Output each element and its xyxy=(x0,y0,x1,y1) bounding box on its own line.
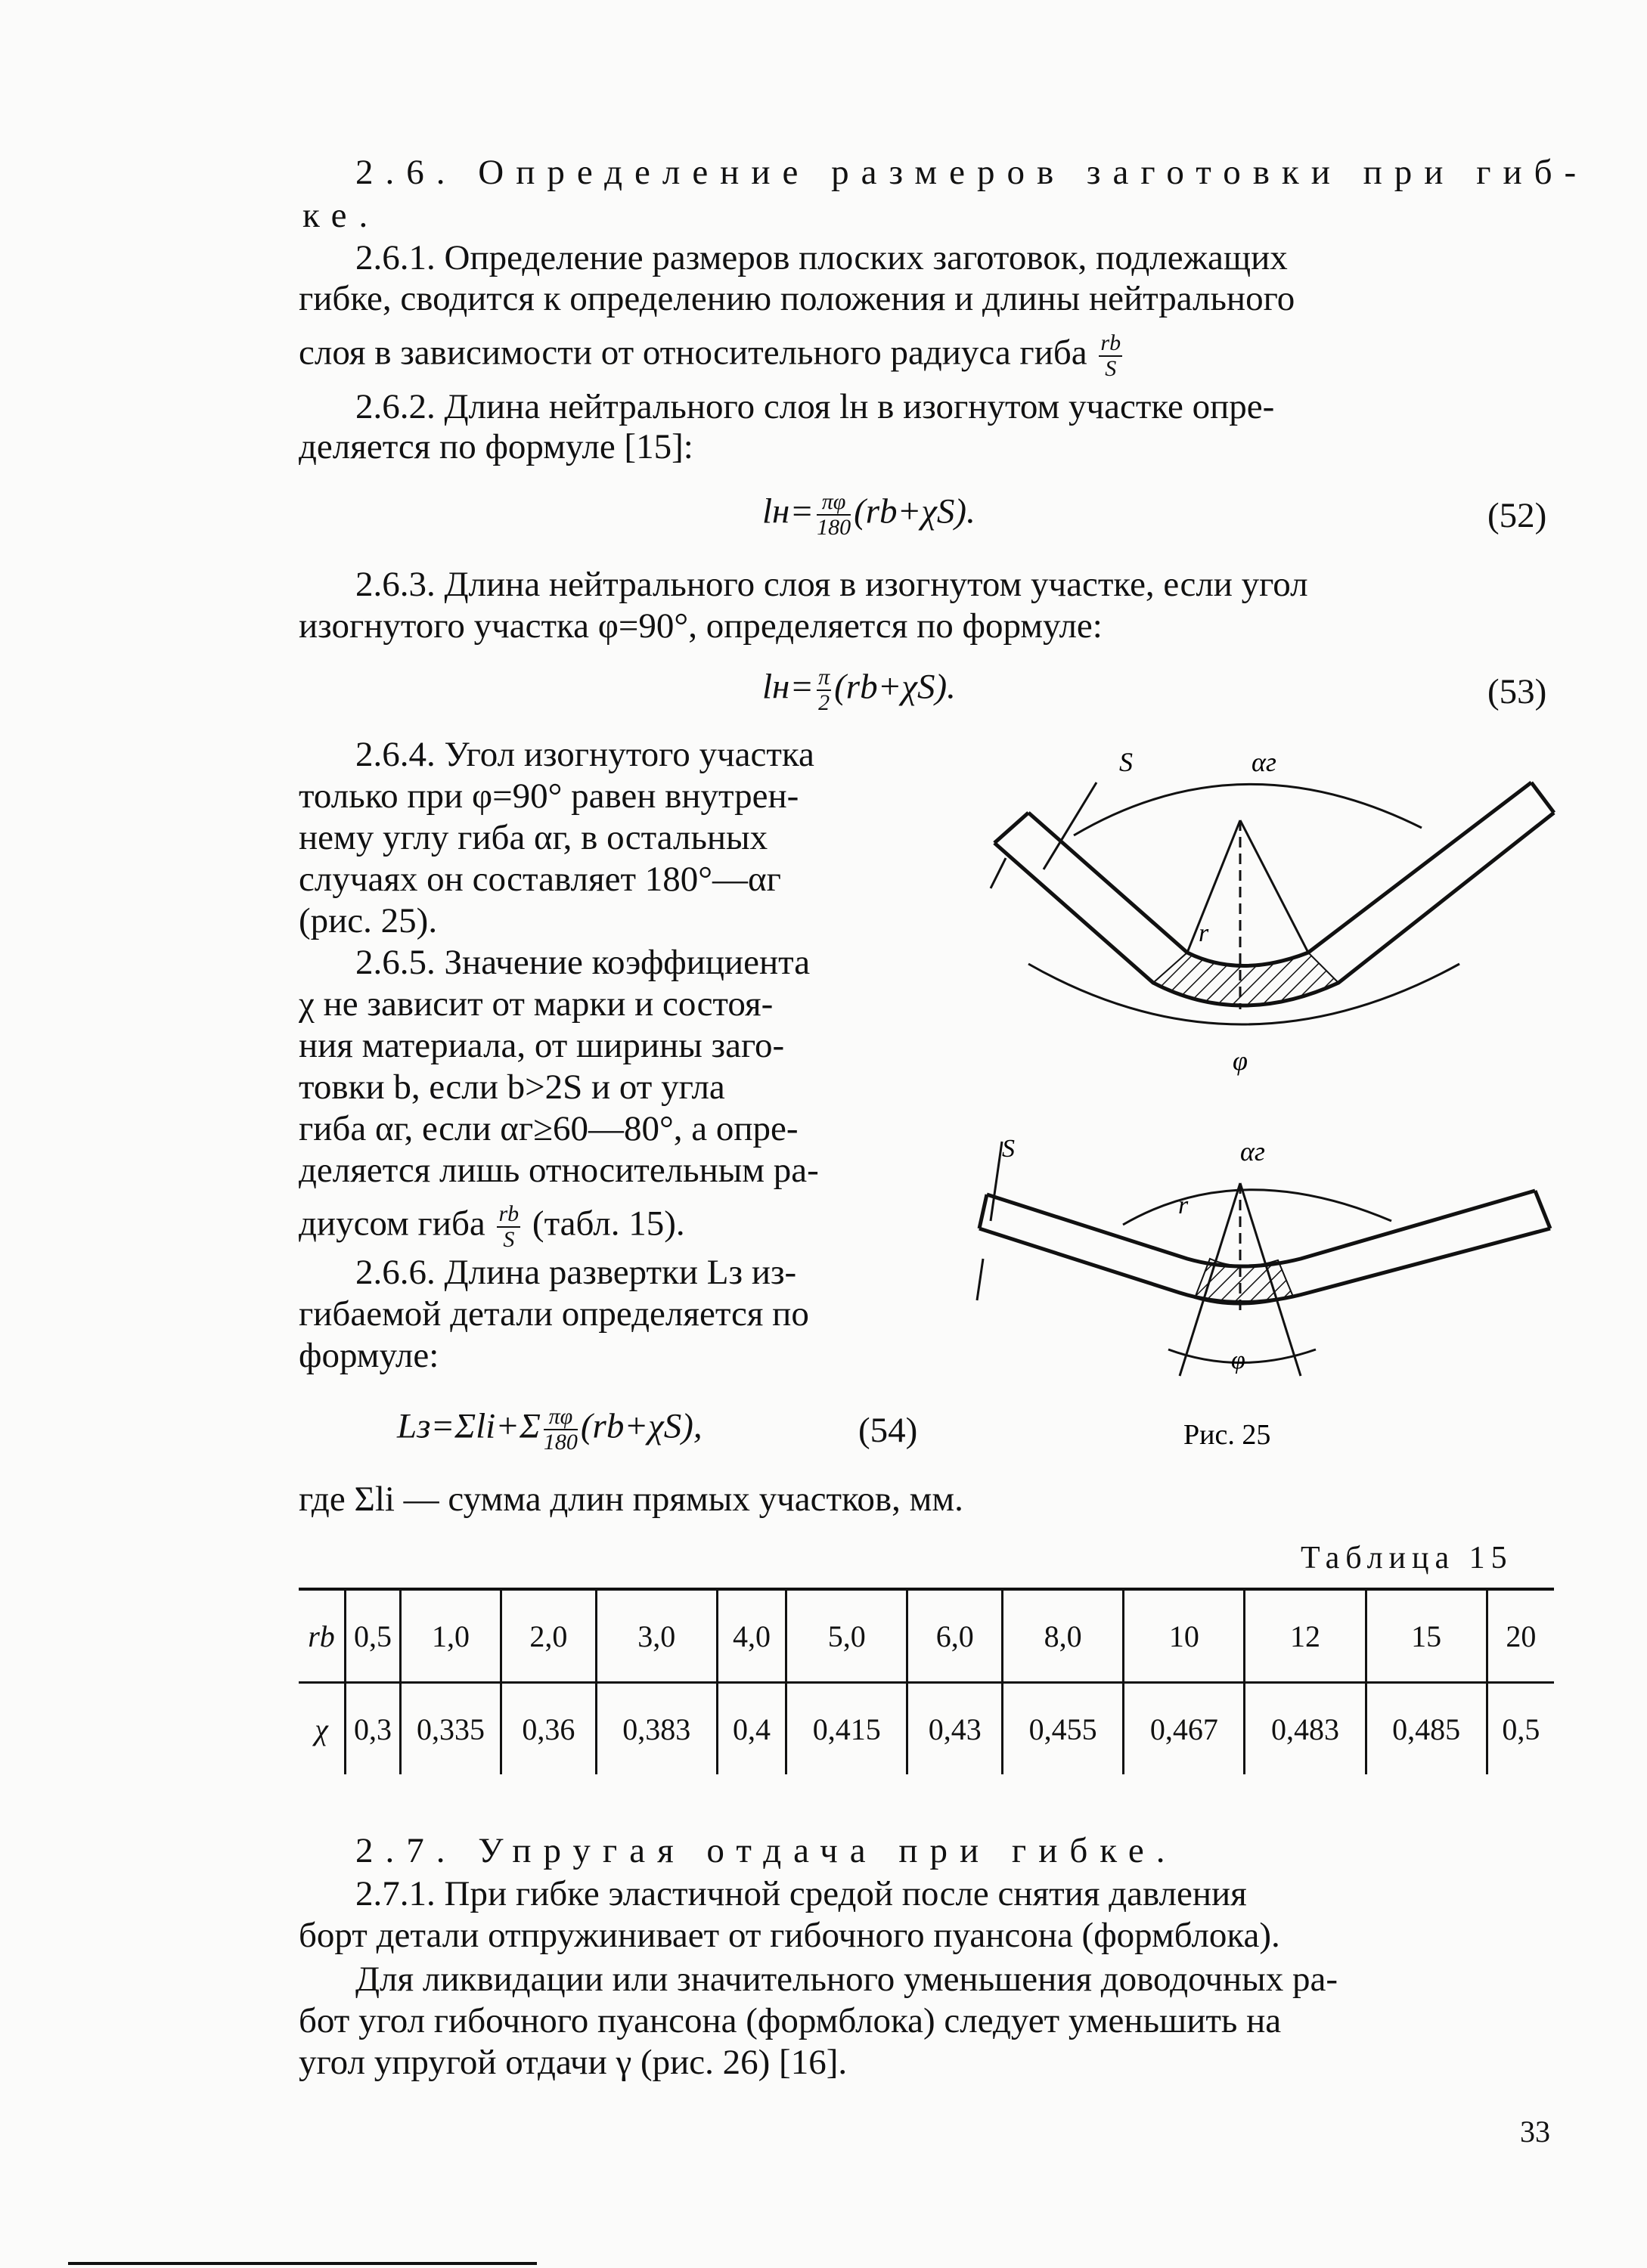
label-alpha-upper: αг xyxy=(1252,747,1276,777)
table-row-head: χ xyxy=(315,1712,328,1746)
equation-52-number: (52) xyxy=(1487,496,1547,535)
table-row-rb xyxy=(299,1589,1554,1683)
para-2-6-1-line3: слоя в зависимости от относительного радиуса гиба $\frac{rb}{S}$ xyxy=(299,330,1121,381)
table-cell: 1,0 xyxy=(401,1589,501,1683)
para-line1: Для ликвидации или значительного уменьшения доводочных ра- xyxy=(355,1960,1338,1999)
table-cell: 0,383 xyxy=(596,1683,717,1775)
label-phi-lower: φ xyxy=(1231,1346,1245,1374)
para-2-6-3-line1: 2.6.3. Длина нейтрального слоя в изогнутом участке, если угол xyxy=(355,565,1308,604)
para-2-6-5-line2: χ не зависит от марки и состоя- xyxy=(299,984,774,1024)
para-2-6-6-line3: формуле: xyxy=(299,1336,439,1375)
para-2-6-6-line1: 2.6.6. Длина развертки Lз из- xyxy=(355,1253,797,1292)
para-2-6-4-line3: нему углу гиба αг, в остальных xyxy=(299,818,768,857)
page-number: 33 xyxy=(1520,2115,1550,2149)
table-cell: 0,483 xyxy=(1245,1683,1366,1775)
table-cell: 0,455 xyxy=(1003,1683,1124,1775)
table-cell: 0,415 xyxy=(786,1683,907,1775)
figure-caption: Рис. 25 xyxy=(1183,1419,1271,1448)
table-cell: 0,5 xyxy=(346,1589,401,1683)
para-2-6-4-line1: 2.6.4. Угол изогнутого участка xyxy=(355,735,814,774)
table-cell: 0,335 xyxy=(401,1683,501,1775)
label-s-lower: S xyxy=(1002,1135,1015,1163)
table-cell: 20 xyxy=(1487,1589,1554,1683)
table-cell: 4,0 xyxy=(717,1589,786,1683)
para-2-7-1-line1: 2.7.1. При гибке эластичной средой после снятия давления xyxy=(355,1874,1247,1913)
table-cell: 6,0 xyxy=(907,1589,1003,1683)
table-cell: 0,4 xyxy=(717,1683,786,1775)
para-line2: бот угол гибочного пуансона (формблока) следует уменьшить на xyxy=(299,2001,1282,2040)
para-2-6-5-line7: диусом гиба $\frac{rb}{S}$ (табл. 15). xyxy=(299,1201,685,1252)
label-r-lower: r xyxy=(1178,1191,1189,1219)
table-cell: 0,467 xyxy=(1124,1683,1245,1775)
table-cell: 0,485 xyxy=(1366,1683,1487,1775)
section-title-cont: ке. xyxy=(302,196,380,235)
para-2-7-1-line2: борт детали отпружинивает от гибочного пуансона (формблока). xyxy=(299,1916,1280,1955)
section-2-7-title: 2.7. Упругая отдача при гибке. xyxy=(355,1831,1177,1870)
table-cell: 10 xyxy=(1124,1589,1245,1683)
para-2-6-1-line1: 2.6.1. Определение размеров плоских заготовок, подлежащих xyxy=(355,238,1288,277)
table-cell: 2,0 xyxy=(501,1589,597,1683)
equation-53-number: (53) xyxy=(1487,672,1547,711)
table-cell: 3,0 xyxy=(596,1589,717,1683)
where-line: где Σli — сумма длин прямых участков, мм. xyxy=(299,1479,963,1519)
para-2-6-5-line4: товки b, если b>2S и от угла xyxy=(299,1067,725,1107)
label-r-upper: r xyxy=(1199,919,1209,947)
table-title: Таблица 15 xyxy=(1301,1541,1513,1576)
section-title: 2.6. Определение размеров заготовки при гиб- xyxy=(355,153,1589,192)
para-2-6-3-line2: изогнутого участка φ=90°, определяется по формуле: xyxy=(299,606,1103,646)
para-2-6-5-line1: 2.6.5. Значение коэффициента xyxy=(355,943,811,982)
label-alpha-lower: αг xyxy=(1240,1136,1265,1167)
para-2-6-1-line2: гибке, сводится к определению положения и длины нейтрального xyxy=(299,279,1295,318)
para-line3: угол упругой отдачи γ (рис. 26) [16]. xyxy=(299,2043,848,2082)
table-cell: 15 xyxy=(1366,1589,1487,1683)
para-2-6-5-line6: деляется лишь относительным ра- xyxy=(299,1151,819,1190)
table-cell: 0,3 xyxy=(346,1683,401,1775)
hatched-zone-upper xyxy=(1153,953,1338,1005)
para-2-6-4-line2: только при φ=90° равен внутрен- xyxy=(299,776,799,816)
table-cell: 0,43 xyxy=(907,1683,1003,1775)
table-cell: 0,36 xyxy=(501,1683,597,1775)
para-2-6-5-line5: гиба αг, если αг≥60—80°, а опре- xyxy=(299,1109,799,1148)
table-cell: 8,0 xyxy=(1003,1589,1124,1683)
table-cell: 5,0 xyxy=(786,1589,907,1683)
para-2-6-2-line1: 2.6.2. Длина нейтрального слоя lн в изогнутом участке опре- xyxy=(355,387,1275,426)
para-2-6-6-line2: гибаемой детали определяется по xyxy=(299,1294,809,1334)
equation-52: lн= $\frac{\pi\varphi}{180}$ (rb+χS). xyxy=(762,489,975,540)
equation-54-number: (54) xyxy=(858,1411,918,1450)
table-cell: 0,5 xyxy=(1487,1683,1554,1775)
label-s-upper: S xyxy=(1119,747,1133,777)
para-2-6-2-line2: деляется по формуле [15]: xyxy=(299,427,693,466)
label-phi-upper: φ xyxy=(1233,1046,1248,1076)
equation-54: Lз=Σli+Σ $\frac{\pi\varphi}{180}$ (rb+χS), xyxy=(397,1404,703,1455)
para-2-6-4-line4: случаях он составляет 180°—αг xyxy=(299,860,781,899)
table-row-head: rb xyxy=(299,1589,346,1683)
para-2-6-5-line3: ния материала, от ширины заго- xyxy=(299,1026,785,1065)
equation-53: lн= $\frac{\pi}{2}$ (rb+χS). xyxy=(762,665,956,715)
figure-25 xyxy=(960,737,1565,1448)
footer-rule xyxy=(68,2262,537,2265)
para-2-6-4-line5: (рис. 25). xyxy=(299,901,438,940)
table-15 xyxy=(299,1588,1554,1774)
table-cell: 12 xyxy=(1245,1589,1366,1683)
table-row-chi xyxy=(299,1683,1554,1775)
